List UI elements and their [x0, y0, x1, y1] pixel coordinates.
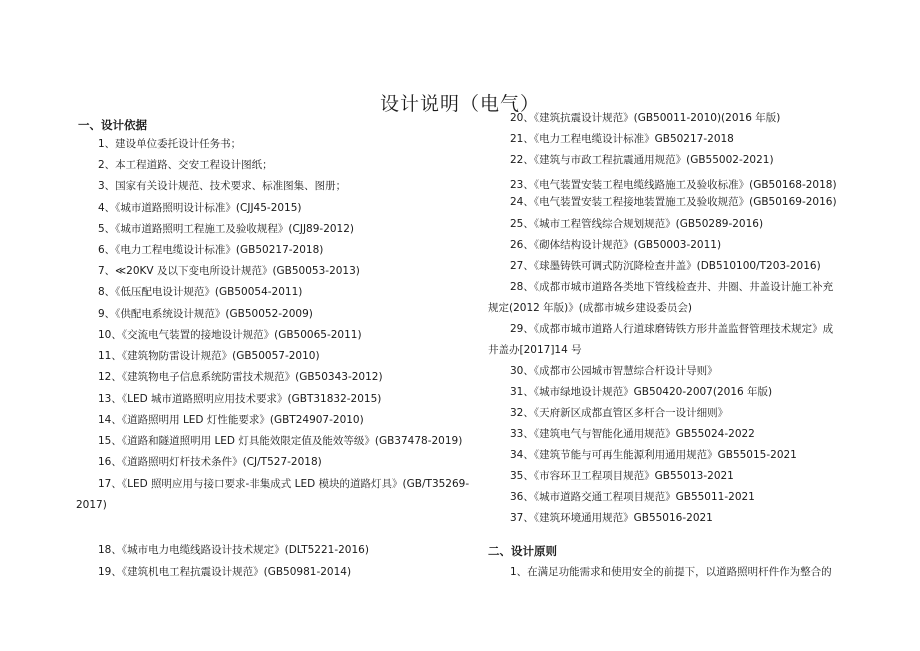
list-item: 29、《成都市城市道路人行道球磨铸铁方形井盖监督管理技术规定》成: [510, 323, 834, 335]
list-item: 23、《电气装置安装工程电缆线路施工及验收标准》(GB50168-2018): [510, 179, 837, 191]
list-item: 27、《球墨铸铁可调式防沉降检查井盖》(DB510100/T203-2016): [510, 260, 821, 272]
list-item: 33、《建筑电气与智能化通用规范》GB55024-2022: [510, 428, 755, 440]
list-item: 26、《砌体结构设计规范》(GB50003-2011): [510, 239, 722, 251]
list-item: 5、《城市道路照明工程施工及验收规程》(CJJ89-2012): [98, 223, 355, 235]
list-item: 24、《电气装置安装工程接地装置施工及验收规范》(GB50169-2016): [510, 196, 837, 208]
list-item: 2、本工程道路、交安工程设计图纸；: [98, 159, 273, 171]
list-item: 28、《成都市城市道路各类地下管线检查井、井圈、井盖设计施工补充: [510, 281, 834, 293]
list-item: 1、在满足功能需求和使用安全的前提下，以道路照明杆件作为整合的: [510, 566, 832, 578]
list-item-continuation: 井盖办[2017]14 号: [488, 344, 582, 356]
list-item: 31、《城市绿地设计规范》GB50420-2007(2016 年版): [510, 386, 773, 398]
list-item: 35、《市容环卫工程项目规范》GB55013-2021: [510, 470, 734, 482]
list-item: 8、《低压配电设计规范》(GB50054-2011): [98, 286, 303, 298]
list-item: 36、《城市道路交通工程项目规范》GB55011-2021: [510, 491, 755, 503]
list-item: 22、《建筑与市政工程抗震通用规范》(GB55002-2021): [510, 154, 774, 166]
section-heading-design-principles: 二、设计原则: [488, 544, 557, 558]
list-item: 21、《电力工程电缆设计标准》GB50217-2018: [510, 133, 734, 145]
list-item: 3、国家有关设计规范、技术要求、标准图集、图册；: [98, 180, 347, 192]
list-item: 37、《建筑环境通用规范》GB55016-2021: [510, 512, 713, 524]
list-item: 20、《建筑抗震设计规范》(GB50011-2010)(2016 年版): [510, 112, 781, 124]
list-item: 11、《建筑物防雷设计规范》(GB50057-2010): [98, 350, 320, 362]
list-item: 4、《城市道路照明设计标准》(CJJ45-2015): [98, 202, 302, 214]
list-item: 14、《道路照明用 LED 灯性能要求》(GBT24907-2010): [98, 414, 364, 426]
list-item: 10、《交流电气装置的接地设计规范》(GB50065-2011): [98, 329, 362, 341]
list-item: 6、《电力工程电缆设计标准》(GB50217-2018): [98, 244, 324, 256]
list-item: 16、《道路照明灯杆技术条件》(CJ/T527-2018): [98, 456, 322, 468]
list-item: 15、《道路和隧道照明用 LED 灯具能效限定值及能效等级》(GB37478-2019): [98, 435, 463, 447]
list-item: 17、《LED 照明应用与接口要求-非集成式 LED 模块的道路灯具》(GB/T35269-: [98, 478, 470, 490]
section-heading-design-basis: 一、设计依据: [78, 118, 147, 132]
list-item: 18、《城市电力电缆线路设计技术规定》(DLT5221-2016): [98, 544, 369, 556]
list-item: 25、《城市工程管线综合规划规范》(GB50289-2016): [510, 218, 764, 230]
list-item: 9、《供配电系统设计规范》(GB50052-2009): [98, 308, 313, 320]
list-item: 19、《建筑机电工程抗震设计规范》(GB50981-2014): [98, 566, 352, 578]
list-item: 12、《建筑物电子信息系统防雷技术规范》(GB50343-2012): [98, 371, 383, 383]
list-item-continuation: 规定(2012 年版)》(成都市城乡建设委员会): [488, 302, 692, 314]
list-item: 34、《建筑节能与可再生能源利用通用规范》GB55015-2021: [510, 449, 797, 461]
page-title: 设计说明（电气）: [379, 93, 540, 115]
list-item: 13、《LED 城市道路照明应用技术要求》(GBT31832-2015): [98, 393, 382, 405]
list-item: 7、≪20KV 及以下变电所设计规范》(GB50053-2013): [98, 265, 360, 277]
list-item: 1、建设单位委托设计任务书；: [98, 138, 242, 150]
list-item: 32、《天府新区成都直管区多杆合一设计细则》: [510, 407, 729, 419]
list-item-continuation: 2017): [76, 499, 107, 511]
list-item: 30、《成都市公园城市智慧综合杆设计导则》: [510, 365, 718, 377]
